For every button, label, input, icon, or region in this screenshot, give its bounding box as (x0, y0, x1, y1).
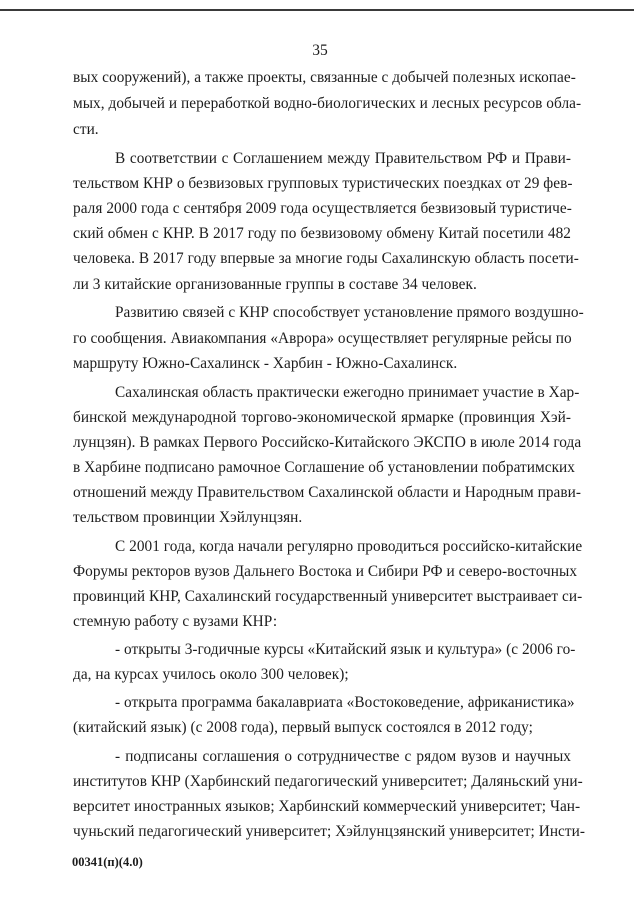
text-line: бинской международной торгово-экономической ярмарке (провинция Хэй- (73, 409, 571, 426)
text-line: го сообщения. Авиакомпания «Аврора» осуществляет регулярные рейсы по (73, 330, 572, 347)
text-line: В соответствии с Соглашением между Правительством РФ и Прави- (115, 150, 571, 167)
text-line: Форумы ректоров вузов Дальнего Востока и Сибири РФ и северо-восточных (73, 563, 578, 580)
text-line: стемную работу с вузами КНР: (73, 613, 278, 630)
text-line: - открыты 3-годичные курсы «Китайский язык и культура» (с 2006 го- (115, 641, 576, 658)
text-line: тельством провинции Хэйлунцзян. (73, 509, 303, 526)
text-line: тельством КНР о безвизовых групповых туристических поездках от 29 фев- (73, 175, 573, 192)
text-line: ский обмен с КНР. В 2017 году по безвизовому обмену Китай посетили 482 (73, 225, 571, 242)
text-line: Сахалинская область практически ежегодно принимает участие в Хар- (115, 384, 580, 401)
top-rule (0, 0, 634, 11)
text-line: раля 2000 года с сентября 2009 года осуществляется безвизовый туристиче- (73, 200, 572, 217)
page-number: 35 (312, 42, 328, 59)
text-line: в Харбине подписано рамочное Соглашение об установлении побратимских (73, 459, 575, 476)
text-line: лунцзян). В рамках Первого Российско-Китайского ЭКСПО в июле 2014 года (73, 434, 582, 451)
text-line: вых сооружений), а также проекты, связанные с добычей полезных ископае- (73, 69, 576, 86)
text-line: чуньский педагогический университет; Хэйлунцзянский университет; Инсти- (73, 823, 586, 840)
text-line: сти. (73, 121, 99, 138)
text-line: институтов КНР (Харбинский педагогический университет; Даляньский уни- (73, 773, 583, 790)
text-line: - подписаны соглашения о сотрудничестве с рядом вузов и научных (115, 748, 571, 765)
text-line: человека. В 2017 году впервые за многие годы Сахалинскую область посети- (73, 250, 579, 267)
text-line: отношений между Правительством Сахалинской области и Народным прави- (73, 484, 582, 501)
text-line: - открыта программа бакалавриата «Востоковедение, африканистика» (115, 694, 575, 711)
text-line: ли 3 китайские организованные группы в составе 34 человек. (73, 276, 477, 293)
text-line: мых, добычей и переработкой водно-биологических и лесных ресурсов обла- (73, 95, 582, 112)
text-line: Развитию связей с КНР способствует установление прямого воздушно- (115, 304, 584, 321)
text-line: (китайский язык) (с 2008 года), первый выпуск состоялся в 2012 году; (73, 719, 533, 736)
text-line: маршруту Южно-Сахалинск - Харбин - Южно-Сахалинск. (73, 355, 458, 372)
text-line: верситет иностранных языков; Харбинский коммерческий университет; Чан- (73, 798, 581, 815)
text-line: С 2001 года, когда начали регулярно проводиться российско-китайские (115, 538, 583, 555)
footer-code: 00341(п)(4.0) (72, 855, 143, 869)
text-line: провинций КНР, Сахалинский государственный университет выстраивает си- (73, 588, 583, 605)
text-line: да, на курсах училось около 300 человек); (73, 666, 349, 683)
